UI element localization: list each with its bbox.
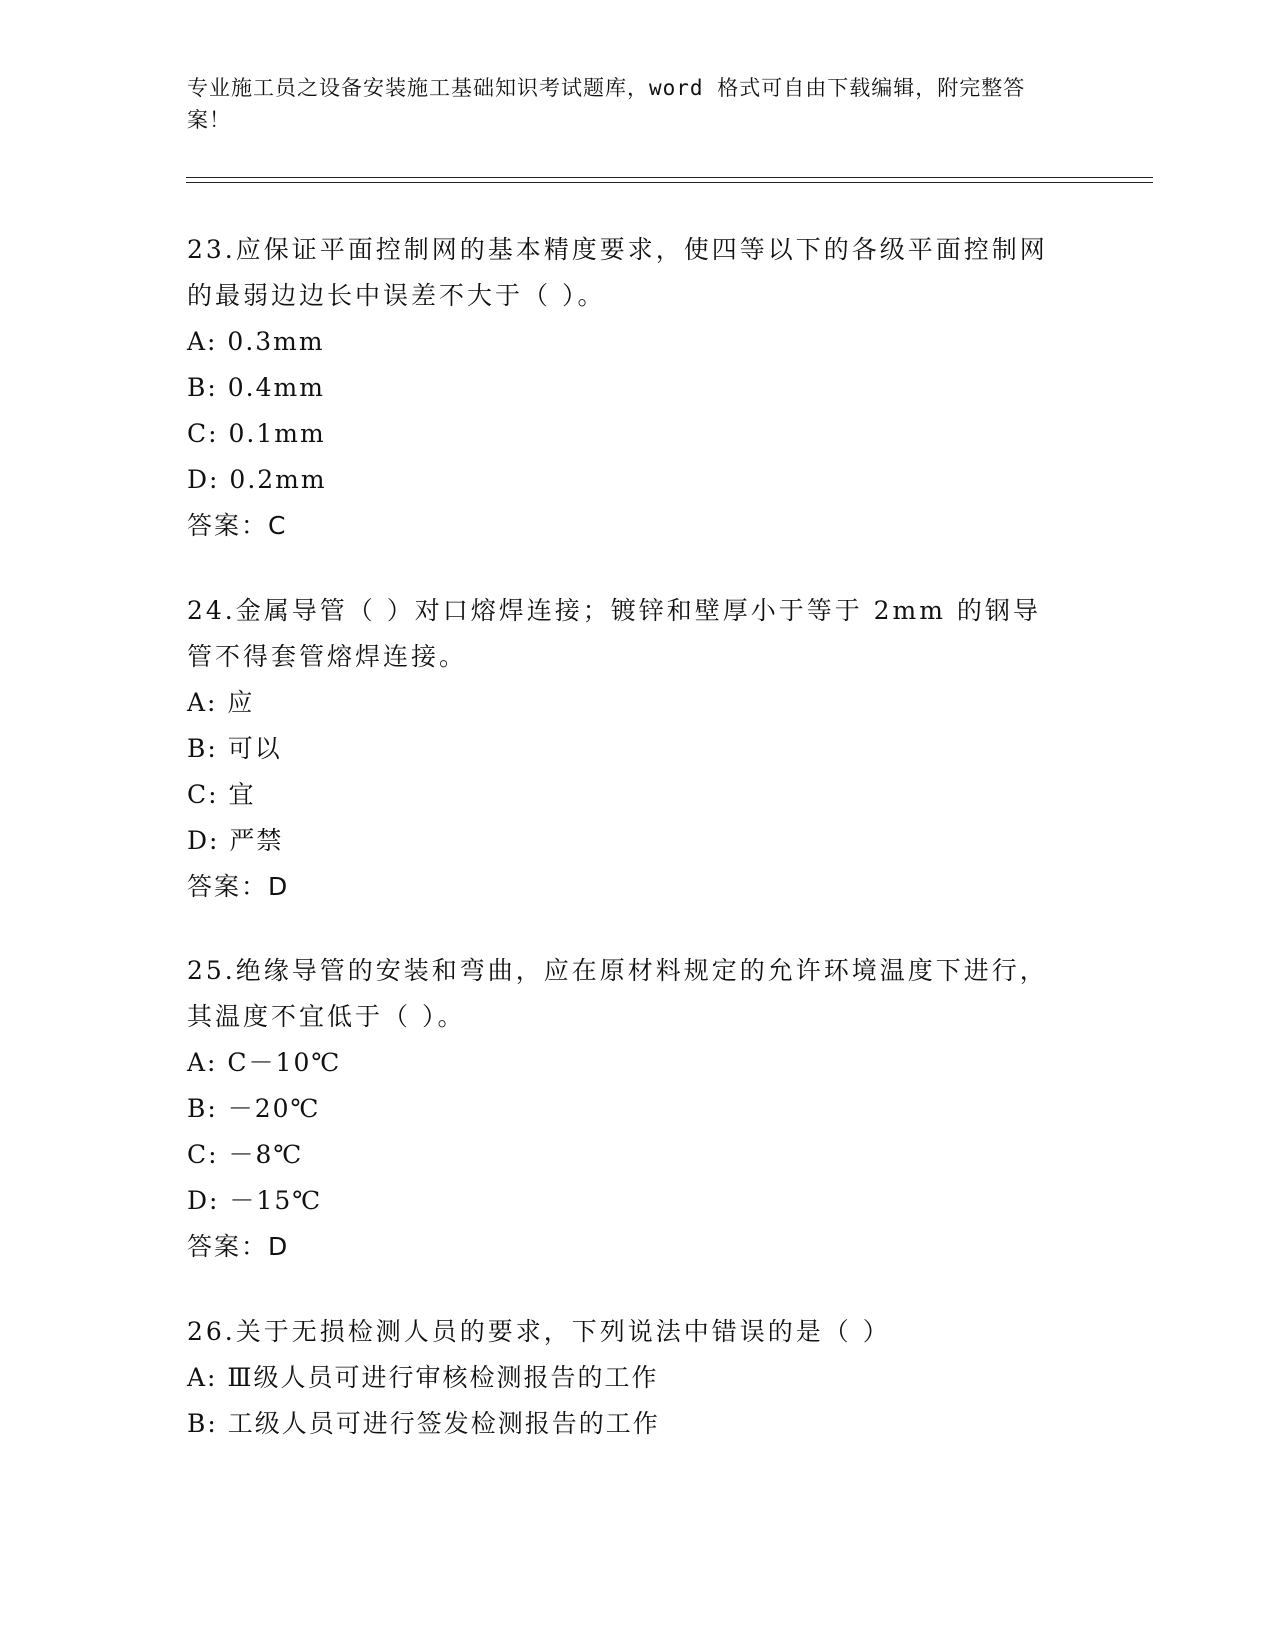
question-stem: 23.应保证平面控制网的基本精度要求，使四等以下的各级平面控制网的最弱边边长中误差不大于（ ）。 (187, 235, 1048, 310)
option-d: D: －15℃ (187, 1186, 323, 1215)
option-a: A: 0.3mm (187, 327, 325, 356)
question-23 (187, 227, 1067, 549)
page-header-text: 专业施工员之设备安装施工基础知识考试题库，word 格式可自由下载编辑，附完整答案！ (187, 76, 1026, 132)
answer: 答案：D (187, 1232, 290, 1261)
option-b: B: －20℃ (187, 1094, 321, 1123)
question-stem: 26.关于无损检测人员的要求，下列说法中错误的是（ ） (187, 1317, 891, 1346)
option-c: C: －8℃ (187, 1140, 304, 1169)
option-c: C: 宜 (187, 780, 256, 809)
option-a: A: C－10℃ (187, 1048, 342, 1077)
option-a: A: Ⅲ级人员可进行审核检测报告的工作 (187, 1363, 659, 1392)
option-b: B: 0.4mm (187, 373, 325, 402)
option-d: D: 0.2mm (187, 465, 327, 494)
option-b: B: 工级人员可进行签发检测报告的工作 (187, 1409, 660, 1438)
header-divider-bottom (186, 182, 1153, 183)
option-b: B: 可以 (187, 734, 282, 763)
question-stem: 24.金属导管（ ）对口熔焊连接；镀锌和壁厚小于等于 2mm 的钢导管不得套管熔焊连接。 (187, 596, 1041, 671)
question-stem: 25.绝缘导管的安装和弯曲，应在原材料规定的允许环境温度下进行，其温度不宜低于（ ）。 (187, 956, 1048, 1031)
header-divider-top (186, 177, 1153, 178)
option-d: D: 严禁 (187, 826, 284, 855)
answer: 答案：C (187, 511, 288, 540)
answer: 答案：D (187, 872, 290, 901)
question-24 (187, 588, 1067, 910)
question-26 (187, 1309, 1067, 1447)
option-c: C: 0.1mm (187, 419, 326, 448)
question-25 (187, 948, 1067, 1270)
option-a: A: 应 (187, 688, 255, 717)
